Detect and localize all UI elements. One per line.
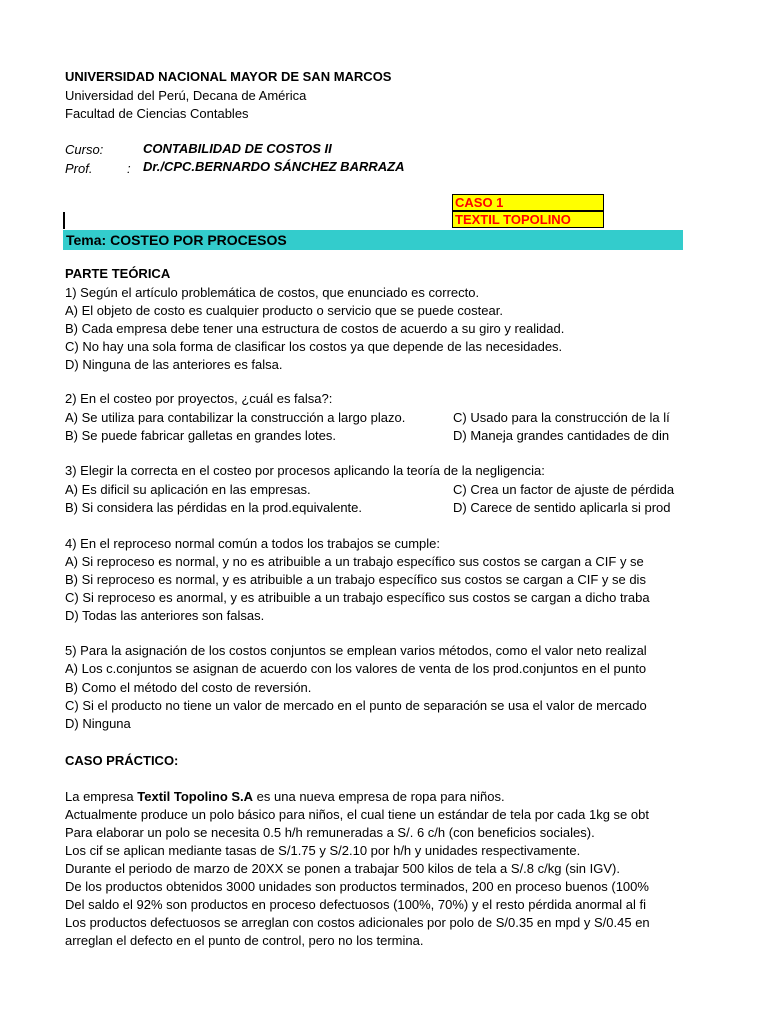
question-1-option-a: A) El objeto de costo es cualquier producto o servicio que se puede costear. (65, 303, 503, 318)
question-4-option-a: A) Si reproceso es normal, y no es atribuible a un trabajo específico sus costos se cargan a CIF y se (65, 554, 644, 569)
case-line: Para elaborar un polo se necesita 0.5 h/h remuneradas a S/. 6 c/h (con beneficios sociales). (65, 825, 595, 840)
question-3-option-b: B) Si considera las pérdidas en la prod.equivalente. (65, 500, 363, 515)
question-3-option-c: C) Crea un factor de ajuste de pérdida (453, 482, 675, 497)
question-5-option-d: D) Ninguna (65, 716, 131, 731)
question-4-option-d: D) Todas las anteriores son falsas. (65, 608, 265, 623)
company-name: Textil Topolino S.A (137, 789, 254, 804)
practical-case-heading: CASO PRÁCTICO: (65, 753, 179, 768)
question-2: 2) En el costeo por proyectos, ¿cuál es falsa?: (65, 391, 333, 406)
university-subtitle: Universidad del Perú, Decana de América (65, 88, 307, 103)
case-line: De los productos obtenidos 3000 unidades son productos terminados, 200 en proceso buenos (100% (65, 879, 649, 894)
question-2-option-c: C) Usado para la construcción de la lí (453, 410, 670, 425)
faculty-name: Facultad de Ciencias Contables (65, 106, 249, 121)
question-1-option-c: C) No hay una sola forma de clasificar los costos ya que depende de las necesidades. (65, 339, 563, 354)
case-intro (65, 788, 505, 806)
course-value: CONTABILIDAD DE COSTOS II (143, 141, 332, 156)
question-4-option-c: C) Si reproceso es anormal, y es atribuible a un trabajo específico sus costos se cargan a dicho traba (65, 590, 650, 605)
case-number-cell[interactable]: CASO 1 (452, 194, 604, 211)
professor-value: Dr./CPC.BERNARDO SÁNCHEZ BARRAZA (143, 159, 405, 174)
university-name: UNIVERSIDAD NACIONAL MAYOR DE SAN MARCOS (65, 69, 392, 84)
case-name-cell[interactable]: TEXTIL TOPOLINO (452, 211, 604, 228)
case-line: Actualmente produce un polo básico para niños, el cual tiene un estándar de tela por cada 1kg se obt (65, 807, 649, 822)
case-intro-end: es una nueva empresa de ropa para niños. (253, 789, 505, 804)
question-1-option-b: B) Cada empresa debe tener una estructura de costos de acuerdo a su giro y realidad. (65, 321, 565, 336)
case-line: arreglan el defecto en el punto de control, pero no los termina. (65, 933, 424, 948)
text-cursor (63, 212, 65, 229)
topic-banner: Tema: COSTEO POR PROCESOS (63, 230, 683, 250)
case-line: Los cif se aplican mediante tasas de S/1.75 y S/2.10 por h/h y unidades respectivamente. (65, 843, 581, 858)
case-line: Los productos defectuosos se arreglan con costos adicionales por polo de S/0.35 en mpd y S/0.45 en (65, 915, 650, 930)
question-3-option-d: D) Carece de sentido aplicarla si prod (453, 500, 671, 515)
question-3-option-a: A) Es dificil su aplicación en las empresas. (65, 482, 311, 497)
theory-heading: PARTE TEÓRICA (65, 266, 171, 281)
question-5-option-c: C) Si el producto no tiene un valor de mercado en el punto de separación se usa el valor de mercado (65, 698, 647, 713)
professor-colon: : (127, 161, 131, 176)
question-2-option-a: A) Se utiliza para contabilizar la construcción a largo plazo. (65, 410, 406, 425)
professor-label: Prof. (65, 161, 93, 176)
question-4: 4) En el reproceso normal común a todos los trabajos se cumple: (65, 536, 441, 551)
course-label: Curso: (65, 142, 104, 157)
question-5-option-a: A) Los c.conjuntos se asignan de acuerdo con los valores de venta de los prod.conjuntos en el punto (65, 661, 647, 676)
question-4-option-b: B) Si reproceso es normal, y es atribuible a un trabajo específico sus costos se cargan a CIF y se dis (65, 572, 646, 587)
question-3: 3) Elegir la correcta en el costeo por procesos aplicando la teoría de la negligencia: (65, 463, 545, 478)
question-1-option-d: D) Ninguna de las anteriores es falsa. (65, 357, 283, 372)
question-2-option-d: D) Maneja grandes cantidades de din (453, 428, 670, 443)
question-2-option-b: B) Se puede fabricar galletas en grandes lotes. (65, 428, 337, 443)
case-intro-start: La empresa (65, 789, 138, 804)
question-5-option-b: B) Como el método del costo de reversión. (65, 680, 312, 695)
case-line: Durante el periodo de marzo de 20XX se ponen a trabajar 500 kilos de tela a S/.8 c/kg (sin IGV). (65, 861, 620, 876)
question-5: 5) Para la asignación de los costos conjuntos se emplean varios métodos, como el valor neto realizal (65, 643, 647, 658)
question-1: 1) Según el artículo problemática de costos, que enunciado es correcto. (65, 285, 480, 300)
case-line: Del saldo el 92% son productos en proceso defectuosos (100%, 70%) y el resto pérdida anormal al fi (65, 897, 646, 912)
